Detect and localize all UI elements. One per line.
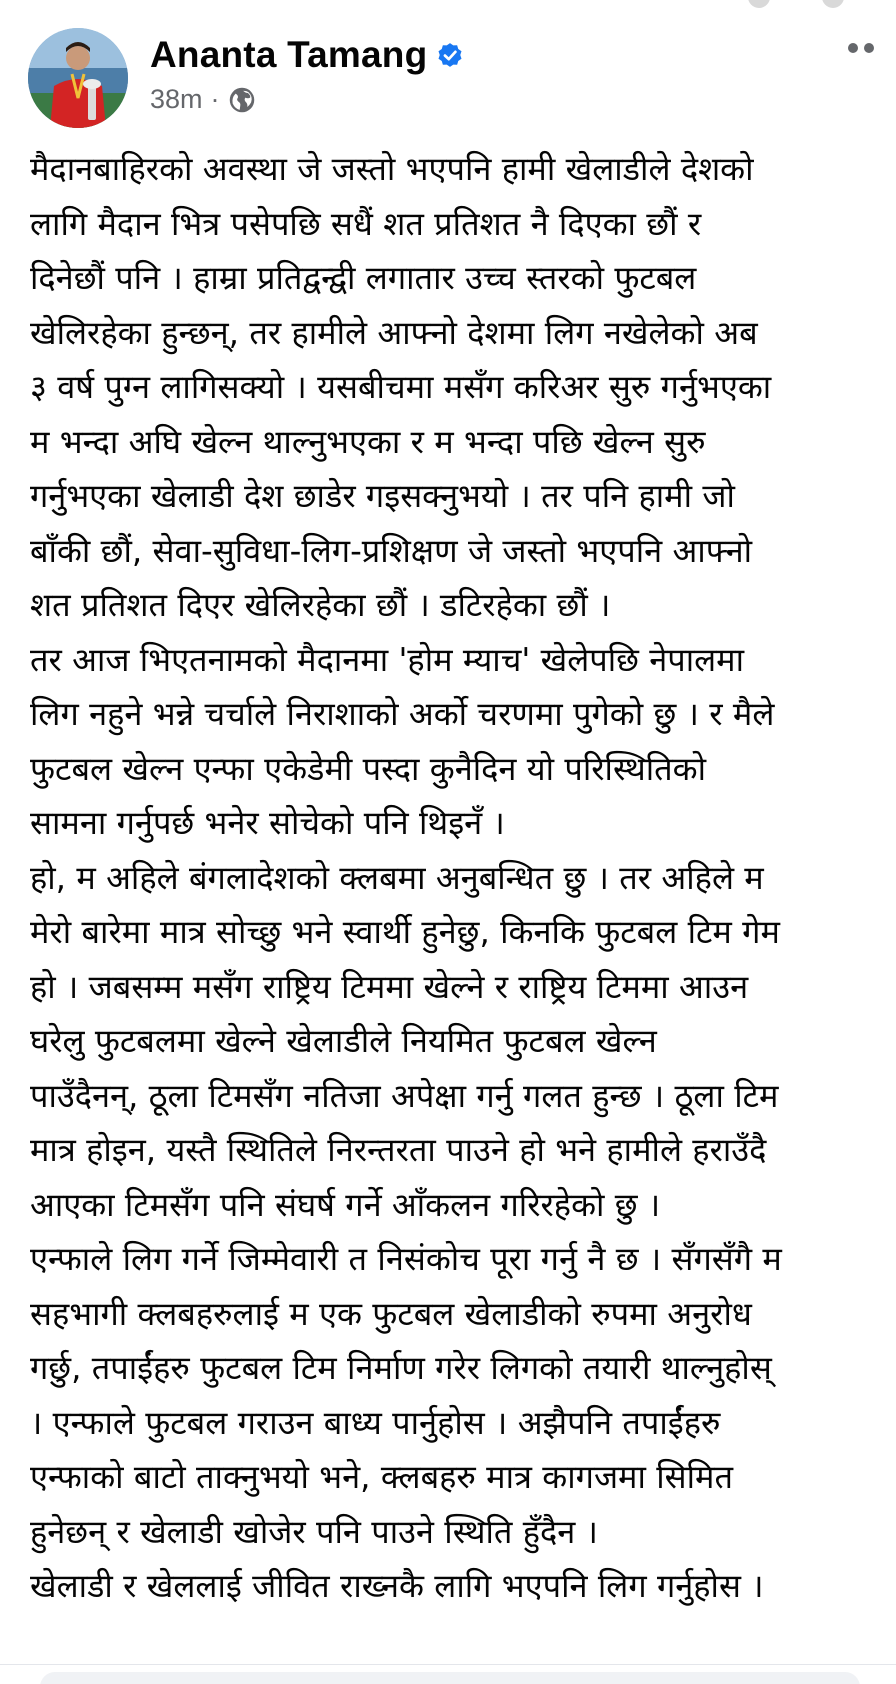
meta-separator: · <box>210 84 220 114</box>
top-cropped-strip <box>560 0 896 10</box>
post-meta <box>150 84 256 115</box>
divider <box>0 1664 896 1665</box>
bottom-edge <box>0 1660 896 1684</box>
post-text-line: फुटबल खेल्न एन्फा एकेडेमी पस्दा कुनैदिन यो परिस्थितिको <box>30 749 707 788</box>
post-text-line: गर्छु, तपाईंहरु फुटबल टिम निर्माण गरेर लिगको तयारी थाल्नुहोस् <box>30 1349 772 1387</box>
post-text-line: एन्फाको बाटो ताक्नुभयो भने, क्लबहरु मात्र कागजमा सिमित <box>30 1458 734 1496</box>
post-header <box>28 28 888 128</box>
post-text-line: । एन्फाले फुटबल गराउन बाध्य पार्नुहोस । अझैपनि तपाईंहरु <box>30 1403 721 1442</box>
post-text-line: हो । जबसम्म मसँग राष्ट्रिय टिममा खेल्ने र राष्ट्रिय टिममा आउन <box>30 967 749 1006</box>
post-text-line: घरेलु फुटबलमा खेल्ने खेलाडीले नियमित फुटबल खेल्न <box>30 1022 657 1060</box>
post-text-line: सहभागी क्लबहरुलाई म एक फुटबल खेलाडीको रुपमा अनुरोध <box>30 1294 752 1333</box>
post-text-line: मैदानबाहिरको अवस्था जे जस्तो भएपनि हामी खेलाडीले देशको <box>30 150 754 188</box>
post-text-line: खेलाडी र खेललाई जीवित राख्नकै लागि भएपनि लिग गर्नुहोस । <box>30 1567 764 1605</box>
post-text-line: लिग नहुने भन्ने चर्चाले निराशाको अर्को चरणमा पुगेको छु । र मैले <box>30 695 775 733</box>
author-row <box>150 34 465 76</box>
post-text-line: सामना गर्नुपर्छ भनेर सोचेको पनि थिइनँ । <box>30 804 505 842</box>
post-text-line: खेलिरहेका हुन्छन्, तर हामीले आफ्नो देशमा लिग नखेलेको अब <box>30 313 758 352</box>
post-body <box>30 142 896 1614</box>
post-text-line: बाँकी छौं, सेवा-सुविधा-लिग-प्रशिक्षण जे जस्तो भएपनि आफ्नो <box>30 531 753 570</box>
post-text-line: पाउँदैनन्, ठूला टिमसँग नतिजा अपेक्षा गर्नु गलत हुन्छ । ठूला टिम <box>30 1076 779 1115</box>
post-text-line: गर्नुभएका खेलाडी देश छाडेर गइसक्नुभयो । तर पनि हामी जो <box>30 477 735 515</box>
verified-badge-icon <box>435 40 465 70</box>
globe-icon[interactable] <box>228 86 256 114</box>
post-text-line: तर आज भिएतनामको मैदानमा 'होम म्याच' खेलेपछि नेपालमा <box>30 640 745 679</box>
post-text-line: एन्फाले लिग गर्ने जिम्मेवारी त निसंकोच पूरा गर्नु नै छ । सँगसँगै म <box>30 1240 782 1278</box>
cropped-action-bar <box>40 1672 860 1684</box>
post-text-line: म भन्दा अघि खेल्न थाल्नुभएका र म भन्दा पछि खेल्न सुरु <box>30 422 706 461</box>
post-text-line: शत प्रतिशत दिएर खेलिरहेका छौं । डटिरहेका छौं । <box>30 586 611 624</box>
post-time[interactable]: 38m <box>150 84 203 114</box>
more-options-icon[interactable] <box>848 38 888 58</box>
post-text-line: दिनेछौं पनि । हाम्रा प्रतिद्वन्द्वी लगातार उच्च स्तरको फुटबल <box>30 259 697 297</box>
post-text-line: हो, म अहिले बंगलादेशको क्लबमा अनुबन्धित छु । तर अहिले म <box>30 858 764 897</box>
post-text-line: ३ वर्ष पुग्न लागिसक्यो । यसबीचमा मसँग करिअर सुरु गर्नुभएका <box>30 368 772 406</box>
post-text-line: मेरो बारेमा मात्र सोच्छु भने स्वार्थी हुनेछु, किनकि फुटबल टिम गेम <box>30 913 780 951</box>
avatar[interactable] <box>28 28 128 128</box>
post-text-line: हुनेछन् र खेलाडी खोजेर पनि पाउने स्थिति हुँदैन । <box>30 1512 598 1551</box>
post-text-line: आएका टिमसँग पनि संघर्ष गर्ने आँकलन गरिरहेको छु । <box>30 1185 661 1224</box>
post-text-line: लागि मैदान भित्र पसेपछि सधैं शत प्रतिशत नै दिएका छौं र <box>30 204 702 243</box>
post-text-line: मात्र होइन, यस्तै स्थितिले निरन्तरता पाउने हो भने हामीले हराउँदै <box>30 1131 767 1169</box>
author-name[interactable]: Ananta Tamang <box>150 34 428 75</box>
